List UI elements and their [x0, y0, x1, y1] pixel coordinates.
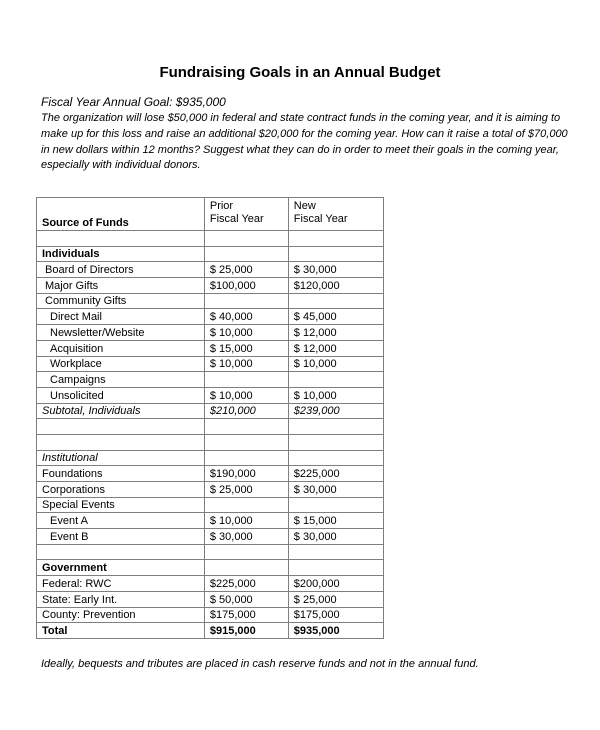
prior-cell: $ 10,000 — [204, 387, 288, 403]
intro-paragraph: The organization will lose $50,000 in federal and state contract funds in the coming year, and it is aiming to make up for this loss and raise an additional $20,000 for the coming year. How can it raise a total of $70,000 in new dollars within 12 months? Suggest what they can do in order to meet their goals in the coming year, especially with individual donors. — [41, 112, 568, 172]
source-cell: Campaigns — [37, 372, 205, 388]
table-row — [37, 466, 384, 482]
prior-cell — [204, 246, 288, 262]
total-label: Total — [37, 623, 205, 639]
source-cell — [37, 434, 205, 450]
source-cell: Unsolicited — [37, 387, 205, 403]
prior-cell: $225,000 — [204, 576, 288, 592]
new-cell — [288, 434, 383, 450]
header-prior-fiscal-year: Prior Fiscal Year — [204, 198, 288, 231]
source-cell: Federal: RWC — [37, 576, 205, 592]
header-source-of-funds: Source of Funds — [37, 198, 205, 231]
source-cell: Foundations — [37, 466, 205, 482]
source-cell: Event A — [37, 513, 205, 529]
header-new-fiscal-year: New Fiscal Year — [288, 198, 383, 231]
table-row — [37, 356, 384, 372]
prior-cell: $ 50,000 — [204, 591, 288, 607]
table-row — [37, 529, 384, 545]
source-cell: State: Early Int. — [37, 591, 205, 607]
prior-cell: $175,000 — [204, 607, 288, 623]
prior-total-cell: $915,000 — [204, 623, 288, 639]
source-cell: Community Gifts — [37, 293, 205, 309]
new-cell — [288, 544, 383, 560]
budget-table — [36, 197, 384, 639]
new-cell — [288, 372, 383, 388]
new-cell: $ 45,000 — [288, 309, 383, 325]
table-row — [37, 434, 384, 450]
source-cell: Corporations — [37, 482, 205, 498]
new-cell: $200,000 — [288, 576, 383, 592]
new-cell: $ 10,000 — [288, 387, 383, 403]
prior-cell: $ 25,000 — [204, 482, 288, 498]
table-row — [37, 309, 384, 325]
new-cell — [288, 450, 383, 466]
table-row — [37, 513, 384, 529]
table-row — [37, 278, 384, 294]
prior-cell: $ 10,000 — [204, 356, 288, 372]
prior-cell: $190,000 — [204, 466, 288, 482]
source-cell — [37, 419, 205, 435]
total-row — [37, 623, 384, 639]
new-cell: $225,000 — [288, 466, 383, 482]
new-cell — [288, 246, 383, 262]
subtotal-label: Subtotal, Individuals — [37, 403, 205, 419]
prior-cell: $ 30,000 — [204, 529, 288, 545]
table-row — [37, 387, 384, 403]
source-cell: Board of Directors — [37, 262, 205, 278]
source-cell: Workplace — [37, 356, 205, 372]
new-cell: $ 30,000 — [288, 482, 383, 498]
new-cell — [288, 293, 383, 309]
prior-cell: $100,000 — [204, 278, 288, 294]
prior-cell — [204, 560, 288, 576]
prior-cell — [204, 450, 288, 466]
subtotal-row — [37, 403, 384, 419]
table-row — [37, 576, 384, 592]
table-row — [37, 497, 384, 513]
prior-cell — [204, 434, 288, 450]
table-row — [37, 450, 384, 466]
new-cell: $ 30,000 — [288, 529, 383, 545]
new-cell — [288, 560, 383, 576]
section-institutional: Institutional — [37, 450, 205, 466]
prior-cell — [204, 372, 288, 388]
table-row — [37, 372, 384, 388]
table-row — [37, 607, 384, 623]
annual-goal: Fiscal Year Annual Goal: $935,000 — [41, 95, 226, 109]
new-cell: $120,000 — [288, 278, 383, 294]
section-government: Government — [37, 560, 205, 576]
table-row — [37, 419, 384, 435]
prior-cell — [204, 497, 288, 513]
prior-cell: $ 10,000 — [204, 513, 288, 529]
prior-cell: $ 40,000 — [204, 309, 288, 325]
table-row — [37, 293, 384, 309]
prior-cell: $210,000 — [204, 403, 288, 419]
new-cell: $ 10,000 — [288, 356, 383, 372]
prior-cell: $ 25,000 — [204, 262, 288, 278]
new-cell: $239,000 — [288, 403, 383, 419]
new-total-cell: $935,000 — [288, 623, 383, 639]
new-cell — [288, 497, 383, 513]
new-cell: $ 30,000 — [288, 262, 383, 278]
table-row — [37, 231, 384, 247]
source-cell: Direct Mail — [37, 309, 205, 325]
source-cell — [37, 544, 205, 560]
prior-cell: $ 10,000 — [204, 325, 288, 341]
source-cell: Event B — [37, 529, 205, 545]
prior-cell — [204, 544, 288, 560]
footer-note: Ideally, bequests and tributes are placed in cash reserve funds and not in the annual fund. — [41, 658, 479, 670]
table-row — [37, 591, 384, 607]
source-cell — [37, 231, 205, 247]
table-row — [37, 246, 384, 262]
table-row — [37, 262, 384, 278]
source-cell: Acquisition — [37, 340, 205, 356]
new-cell: $ 25,000 — [288, 591, 383, 607]
section-individuals: Individuals — [37, 246, 205, 262]
source-cell: Major Gifts — [37, 278, 205, 294]
new-cell: $ 12,000 — [288, 340, 383, 356]
prior-cell — [204, 419, 288, 435]
table-row — [37, 560, 384, 576]
source-cell: Newsletter/Website — [37, 325, 205, 341]
new-cell: $ 12,000 — [288, 325, 383, 341]
source-cell: County: Prevention — [37, 607, 205, 623]
prior-cell: $ 15,000 — [204, 340, 288, 356]
prior-cell — [204, 293, 288, 309]
prior-cell — [204, 231, 288, 247]
table-header-row — [37, 198, 384, 231]
table-row — [37, 340, 384, 356]
source-cell: Special Events — [37, 497, 205, 513]
new-cell: $ 15,000 — [288, 513, 383, 529]
page-title: Fundraising Goals in an Annual Budget — [159, 64, 441, 81]
table-row — [37, 482, 384, 498]
table-row — [37, 325, 384, 341]
new-cell — [288, 231, 383, 247]
table-row — [37, 544, 384, 560]
new-cell: $175,000 — [288, 607, 383, 623]
new-cell — [288, 419, 383, 435]
